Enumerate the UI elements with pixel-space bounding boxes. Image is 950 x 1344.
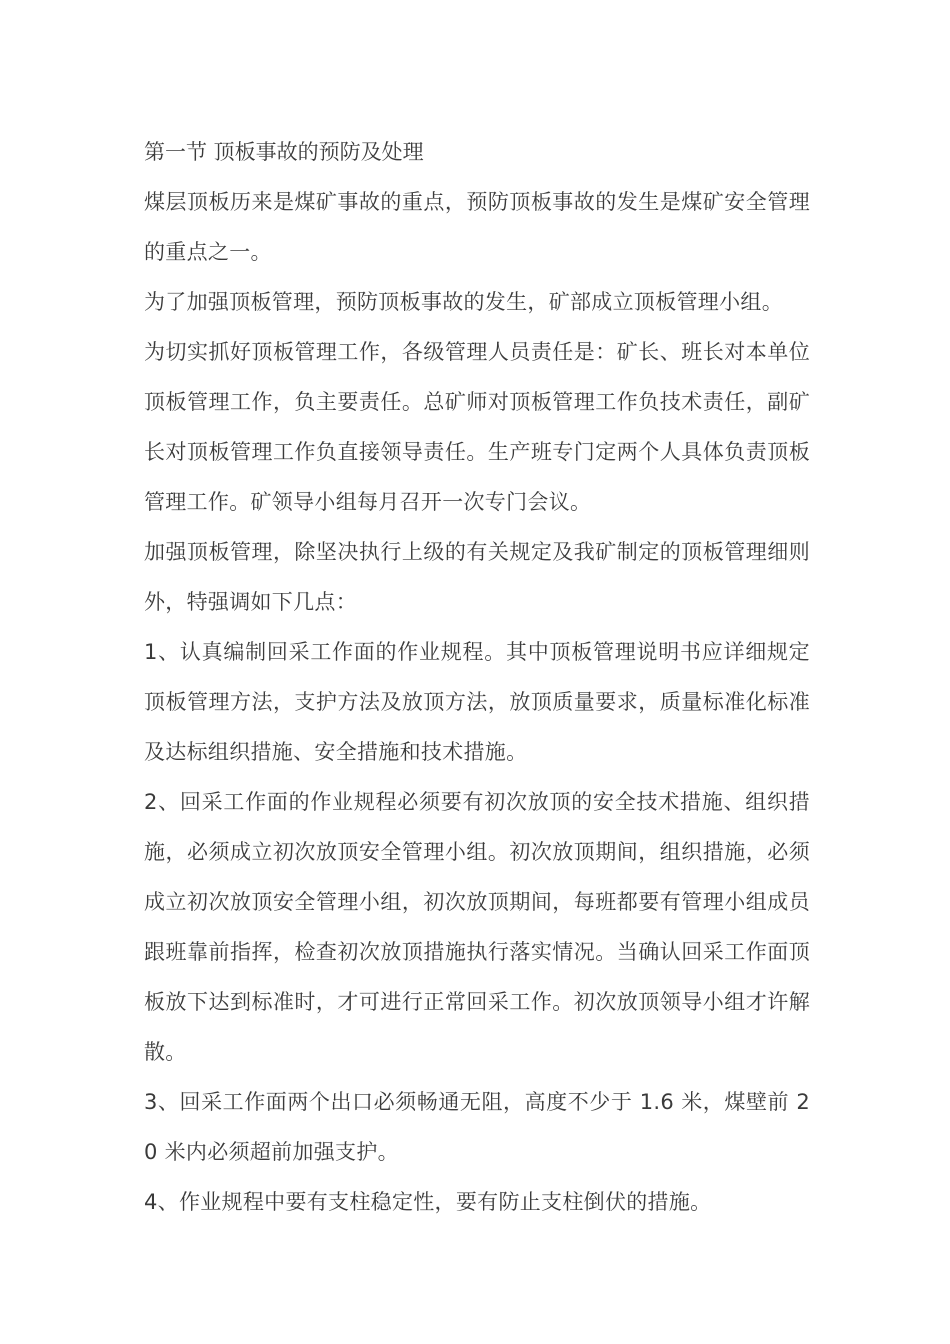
paragraph-point-1: 1、认真编制回采工作面的作业规程。其中顶板管理说明书应详细规定顶板管理方法，支护方法及放顶方法，放顶质量要求，质量标准化标准及达标组织措施、安全措施和技术措施。 bbox=[144, 640, 810, 764]
paragraph-point-4: 4、作业规程中要有支柱稳定性，要有防止支柱倒伏的措施。 bbox=[144, 1190, 712, 1214]
section-title: 第一节 顶板事故的预防及处理 bbox=[144, 140, 424, 164]
paragraph-intro: 煤层顶板历来是煤矿事故的重点，预防顶板事故的发生是煤矿安全管理的重点之一。 bbox=[144, 190, 810, 264]
document-page bbox=[144, 127, 810, 1227]
paragraph-responsibilities: 为切实抓好顶板管理工作，各级管理人员责任是：矿长、班长对本单位顶板管理工作，负主要责任。总矿师对顶板管理工作负技术责任，副矿长对顶板管理工作负直接领导责任。生产班专门定两个人具体负责顶板管理工作。矿领导小组每月召开一次专门会议。 bbox=[144, 340, 810, 514]
paragraph-management-group: 为了加强顶板管理，预防顶板事故的发生，矿部成立顶板管理小组。 bbox=[144, 290, 783, 314]
paragraph-key-points-intro: 加强顶板管理，除坚决执行上级的有关规定及我矿制定的顶板管理细则外，特强调如下几点： bbox=[144, 540, 810, 614]
paragraph-point-2: 2、回采工作面的作业规程必须要有初次放顶的安全技术措施、组织措施，必须成立初次放顶安全管理小组。初次放顶期间，组织措施，必须成立初次放顶安全管理小组，初次放顶期间，每班都要有管理小组成员跟班靠前指挥，检查初次放顶措施执行落实情况。当确认回采工作面顶板放下达到标准时，才可进行正常回采工作。初次放顶领导小组才许解散。 bbox=[144, 790, 810, 1064]
paragraph-point-3: 3、回采工作面两个出口必须畅通无阻，高度不少于 1.6 米，煤壁前 20 米内必须超前加强支护。 bbox=[144, 1090, 810, 1164]
